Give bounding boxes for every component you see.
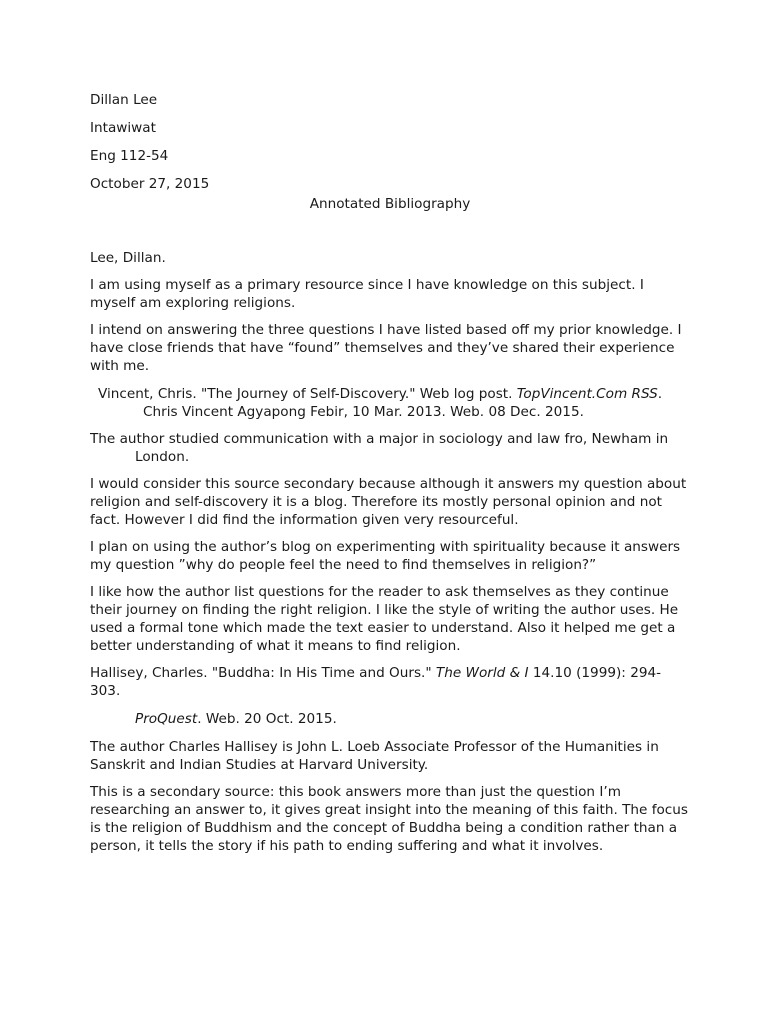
- citation-lee: Lee, Dillan.: [90, 250, 166, 266]
- citation-hallisey-db-name: ProQuest: [135, 711, 198, 727]
- annotation-lee-1: I am using myself as a primary resource since I have knowledge on this subject. I myself am exploring religions.: [90, 277, 644, 311]
- annotation-lee-2: I intend on answering the three questions I have listed based off my prior knowledge. I have close friends that have “found” themselves and they’ve shared their experience with me.: [90, 322, 682, 374]
- document-title: Annotated Bibliography: [309, 196, 471, 212]
- citation-hallisey: [90, 664, 690, 700]
- annotation-vincent-2: I would consider this source secondary because although it answers my question about religion and self-discovery it is a blog. Therefore its mostly personal opinion and not fact. However I did find the information given very resourceful.: [90, 476, 687, 528]
- citation-hallisey-journal: The World & I: [435, 665, 529, 681]
- citation-vincent-text: Vincent, Chris. "The Journey of Self-Discovery." Web log post.: [98, 386, 517, 402]
- annotation-vincent-1: The author studied communication with a major in sociology and law fro, Newham in London.: [90, 431, 669, 465]
- annotation-hallisey-1: The author Charles Hallisey is John L. Loeb Associate Professor of the Humanities in Sanskrit and Indian Studies at Harvard University.: [90, 739, 659, 773]
- citation-hallisey-db-details: . Web. 20 Oct. 2015.: [197, 711, 337, 727]
- document-page: [90, 91, 690, 864]
- annotation-vincent-4: I like how the author list questions for the reader to ask themselves as they continue their journey on finding the right religion. I like the style of writing the author uses. He used a formal tone which made the text easier to understand. Also it helped me get a better understanding of what it means to find religion.: [90, 584, 679, 654]
- citation-vincent-source: TopVincent.Com RSS: [516, 386, 658, 402]
- citation-hallisey-text: Hallisey, Charles. "Buddha: In His Time and Ours.": [90, 665, 436, 681]
- instructor-name: Intawiwat: [90, 120, 156, 136]
- student-name: Dillan Lee: [90, 92, 158, 108]
- annotation-hallisey-2: This is a secondary source: this book answers more than just the question I’m researching an answer to, it gives great insight into the meaning of this faith. The focus is the religion of Buddhism and the concept of Buddha being a condition rather than a person, it tells the story if his path to ending suffering and what it involves.: [90, 784, 688, 854]
- course-code: Eng 112-54: [90, 148, 169, 164]
- citation-hallisey-details: 14.10 (1999): 294-303.: [90, 665, 662, 699]
- document-date: October 27, 2015: [90, 176, 210, 192]
- citation-vincent: [98, 385, 690, 421]
- citation-vincent-details: . Chris Vincent Agyapong Febir, 10 Mar. 2013. Web. 08 Dec. 2015.: [143, 386, 663, 420]
- annotation-vincent-3: I plan on using the author’s blog on experimenting with spirituality because it answers my question ”why do people feel the need to find themselves in religion?”: [90, 539, 681, 573]
- citation-hallisey-database: [135, 710, 690, 728]
